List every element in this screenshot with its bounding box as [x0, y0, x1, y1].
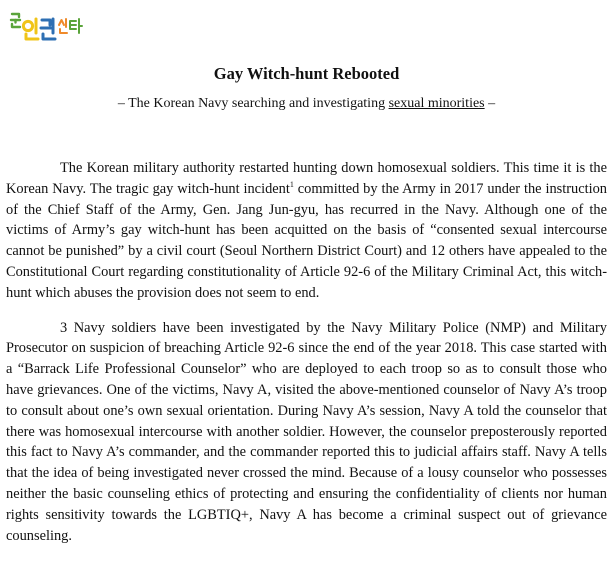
page-title: Gay Witch-hunt Rebooted — [213, 64, 400, 83]
paragraph-1-text-before-footnote: The Korean military authority restarted hunting down homosexual soldiers. This time it is the Korean Navy. The tragic gay witch-hunt incident — [6, 160, 607, 197]
paragraph-1-text-after-footnote: committed by the Army in 2017 under the instruction of the Chief Staff of the Army, Gen. Jang Jun-gyu, has recurred in the Navy. Although one of the victims of Army’s gay witch-hunt has been acquitted on the basis of “consented sexual intercourse cannot be punished” by a civil court (Seoul Northern District Court) and 12 others have appealed to the Constitutional Court regarding constitutionality of Article 92-6 of the Military Criminal Act, this witch-hunt which abuses the provision does not seem to end. — [6, 180, 607, 301]
organization-logo — [8, 8, 88, 44]
subtitle-prefix: – The Korean Navy searching and investigating — [117, 96, 389, 111]
article-body — [6, 158, 607, 560]
paragraph-1 — [6, 158, 607, 304]
page-subtitle — [0, 96, 613, 112]
logo-graphic — [8, 8, 88, 44]
subtitle-suffix: – — [484, 96, 496, 111]
subtitle-underlined-term: sexual minorities — [388, 96, 485, 111]
footnote-reference[interactable]: 1 — [289, 179, 294, 189]
paragraph-2: 3 Navy soldiers have been investigated by the Navy Military Police (NMP) and Military Prosecutor on suspicion of breaching Article 92-6 since the end of the year 2018. This case started with a “Barrack Life Professional Counselor” who are deployed to each troop so as to consult those who have grievances. One of the victims, Navy A, visited the above-mentioned counselor of Navy A’s troop to consult about one’s own sexual orientation. During Navy A’s session, Navy A told the counselor that there was homosexual intercourse with another soldier. However, the counselor preposterously reported this fact to Navy A’s commander, and the commander reported this to judicial affairs staff. Navy A tells that the idea of being investigated never crossed the mind. Because of a lousy counselor who possesses neither the basic counseling ethics of protecting and ensuring the confidentiality of clients nor human rights sensitivity towards the LGBTIQ+, Navy A has become a criminal suspect out of grievance counseling. — [6, 319, 607, 544]
